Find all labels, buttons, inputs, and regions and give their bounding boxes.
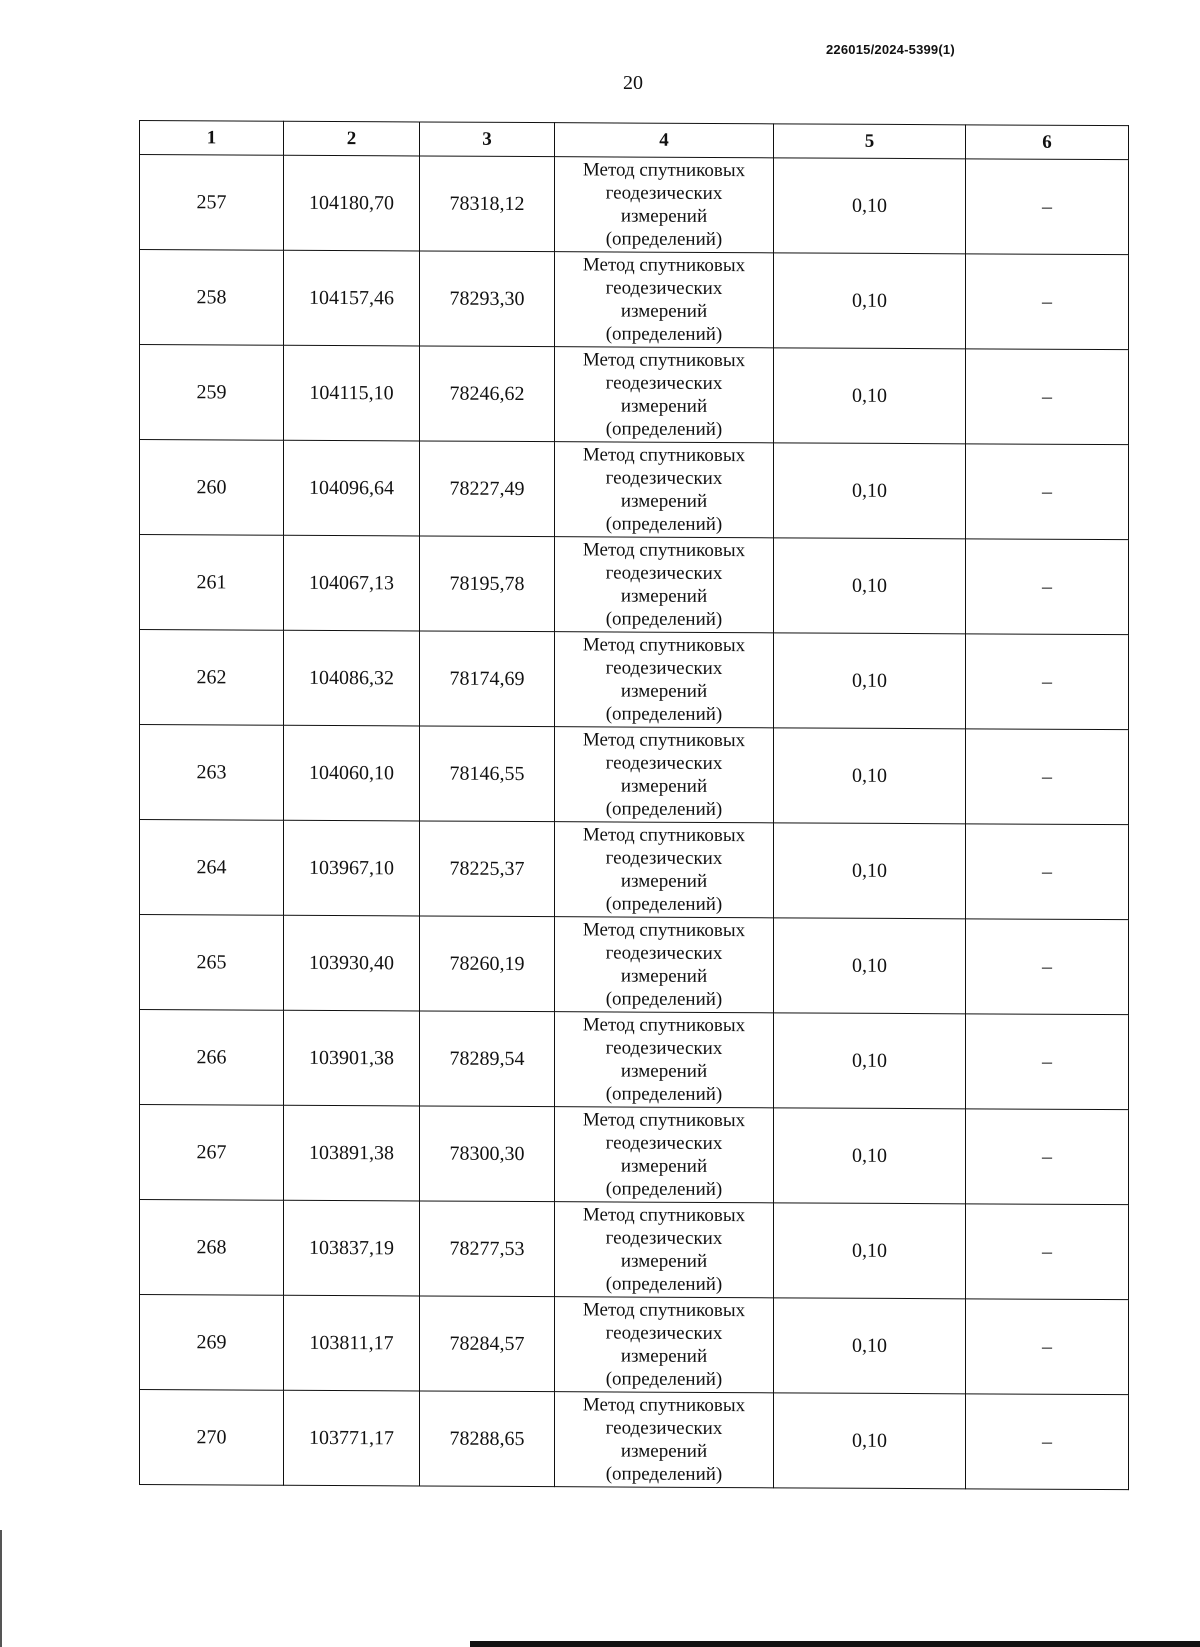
coord-y-cell: 78246,62 — [420, 346, 555, 442]
method-line: измерений — [620, 490, 708, 512]
method-line: измерений — [620, 775, 708, 797]
coord-x-cell: 103811,17 — [284, 1295, 420, 1391]
table-row — [140, 630, 1129, 730]
method-line: Метод спутниковых — [582, 1394, 746, 1417]
coord-y-cell: 78225,37 — [420, 821, 555, 917]
method-line: измерений — [620, 870, 708, 892]
coord-x-cell: 104096,64 — [284, 440, 420, 536]
method-line: измерений — [620, 1250, 708, 1272]
method-line: геодезических — [605, 1227, 723, 1250]
method-line: геодезических — [605, 1132, 723, 1155]
method-line: Метод спутниковых — [582, 254, 746, 277]
method-line: Метод спутниковых — [582, 919, 746, 942]
point-number-cell: 264 — [140, 820, 284, 916]
coord-y-cell: 78174,69 — [420, 631, 555, 727]
method-line: (определений) — [605, 893, 723, 916]
coord-x-cell: 103771,17 — [284, 1390, 420, 1486]
method-line: геодезических — [605, 467, 723, 490]
table-row — [140, 1390, 1129, 1490]
coord-y-cell: 78284,57 — [420, 1296, 555, 1392]
point-number-cell: 270 — [140, 1390, 284, 1486]
method-cell — [555, 442, 774, 538]
table-row — [140, 1295, 1129, 1395]
method-line: геодезических — [605, 562, 723, 585]
note-cell: – — [966, 159, 1129, 255]
method-line: измерений — [620, 1345, 708, 1367]
coord-x-cell: 103837,19 — [284, 1200, 420, 1296]
table-row — [140, 915, 1129, 1015]
coord-y-cell: 78288,65 — [420, 1391, 555, 1487]
table-row — [140, 155, 1129, 255]
table-row — [140, 1010, 1129, 1110]
coord-x-cell: 104067,13 — [284, 535, 420, 631]
note-cell: – — [966, 1014, 1129, 1110]
table-row — [140, 725, 1129, 825]
method-line: Метод спутниковых — [582, 824, 746, 847]
accuracy-cell: 0,10 — [774, 823, 966, 919]
accuracy-cell: 0,10 — [774, 158, 966, 254]
point-number-cell: 263 — [140, 725, 284, 821]
coord-y-cell: 78277,53 — [420, 1201, 555, 1297]
accuracy-cell: 0,10 — [774, 633, 966, 729]
method-cell — [555, 822, 774, 918]
accuracy-cell: 0,10 — [774, 443, 966, 539]
column-header-5: 5 — [774, 124, 966, 159]
document-number: 226015/2024-5399(1) — [826, 42, 955, 57]
accuracy-cell: 0,10 — [774, 1108, 966, 1204]
method-line: Метод спутниковых — [582, 1299, 746, 1322]
coord-x-cell: 104157,46 — [284, 250, 420, 346]
method-line: Метод спутниковых — [582, 1109, 746, 1132]
coord-y-cell: 78195,78 — [420, 536, 555, 632]
method-line: Метод спутниковых — [582, 634, 746, 657]
accuracy-cell: 0,10 — [774, 1298, 966, 1394]
method-line: геодезических — [605, 1037, 723, 1060]
table-row — [140, 345, 1129, 445]
accuracy-cell: 0,10 — [774, 1013, 966, 1109]
table-row — [140, 250, 1129, 350]
method-line: геодезических — [605, 752, 723, 775]
note-cell: – — [966, 1394, 1129, 1490]
coord-x-cell: 103901,38 — [284, 1010, 420, 1106]
column-header-6: 6 — [966, 125, 1129, 160]
coord-x-cell: 104115,10 — [284, 345, 420, 441]
method-line: (определений) — [605, 1273, 723, 1296]
point-number-cell: 268 — [140, 1200, 284, 1296]
point-number-cell: 259 — [140, 345, 284, 441]
note-cell: – — [966, 1109, 1129, 1205]
method-line: измерений — [620, 300, 708, 322]
page-number: 20 — [623, 72, 643, 94]
point-number-cell: 262 — [140, 630, 284, 726]
method-line: (определений) — [605, 798, 723, 821]
method-line: Метод спутниковых — [582, 159, 746, 182]
table-row — [140, 820, 1129, 920]
coordinates-table — [139, 120, 1129, 1490]
coord-y-cell: 78318,12 — [420, 156, 555, 252]
note-cell: – — [966, 349, 1129, 445]
table-header — [140, 121, 1129, 160]
note-cell: – — [966, 1204, 1129, 1300]
point-number-cell: 269 — [140, 1295, 284, 1391]
method-line: геодезических — [605, 847, 723, 870]
coord-x-cell: 104180,70 — [284, 155, 420, 251]
method-cell — [555, 1297, 774, 1393]
method-line: геодезических — [605, 1322, 723, 1345]
note-cell: – — [966, 444, 1129, 540]
point-number-cell: 257 — [140, 155, 284, 251]
note-cell: – — [966, 919, 1129, 1015]
coord-y-cell: 78289,54 — [420, 1011, 555, 1107]
method-line: Метод спутниковых — [582, 1204, 746, 1227]
table-row — [140, 1200, 1129, 1300]
method-line: (определений) — [605, 988, 723, 1011]
method-cell — [555, 917, 774, 1013]
method-cell — [555, 1012, 774, 1108]
note-cell: – — [966, 539, 1129, 635]
note-cell: – — [966, 634, 1129, 730]
note-cell: – — [966, 254, 1129, 350]
method-line: геодезических — [605, 942, 723, 965]
coord-x-cell: 104086,32 — [284, 630, 420, 726]
method-line: (определений) — [605, 228, 723, 251]
table-row — [140, 535, 1129, 635]
method-line: (определений) — [605, 418, 723, 441]
method-line: Метод спутниковых — [582, 729, 746, 752]
method-cell — [555, 1392, 774, 1488]
method-cell — [555, 537, 774, 633]
column-header-3: 3 — [420, 122, 555, 157]
method-line: Метод спутниковых — [582, 349, 746, 372]
accuracy-cell: 0,10 — [774, 728, 966, 824]
method-cell — [555, 252, 774, 348]
method-cell — [555, 1107, 774, 1203]
column-header-2: 2 — [284, 121, 420, 156]
accuracy-cell: 0,10 — [774, 1203, 966, 1299]
table-body — [140, 155, 1129, 1490]
point-number-cell: 265 — [140, 915, 284, 1011]
method-cell — [555, 157, 774, 253]
method-line: (определений) — [605, 1368, 723, 1391]
method-line: (определений) — [605, 1083, 723, 1106]
method-line: (определений) — [605, 1178, 723, 1201]
method-line: (определений) — [605, 703, 723, 726]
header-row — [140, 121, 1129, 160]
coord-y-cell: 78300,30 — [420, 1106, 555, 1202]
column-header-4: 4 — [555, 123, 774, 158]
method-line: геодезических — [605, 657, 723, 680]
method-line: геодезических — [605, 277, 723, 300]
method-line: геодезических — [605, 372, 723, 395]
table-row — [140, 1105, 1129, 1205]
method-line: Метод спутниковых — [582, 539, 746, 562]
method-line: (определений) — [605, 1463, 723, 1486]
method-line: измерений — [620, 395, 708, 417]
accuracy-cell: 0,10 — [774, 253, 966, 349]
point-number-cell: 260 — [140, 440, 284, 536]
method-line: измерений — [620, 965, 708, 987]
method-line: измерений — [620, 205, 708, 227]
accuracy-cell: 0,10 — [774, 348, 966, 444]
point-number-cell: 267 — [140, 1105, 284, 1201]
note-cell: – — [966, 729, 1129, 825]
scan-bottom-bar — [470, 1641, 1200, 1647]
method-line: геодезических — [605, 182, 723, 205]
method-line: измерений — [620, 585, 708, 607]
column-header-1: 1 — [140, 121, 284, 156]
coord-y-cell: 78146,55 — [420, 726, 555, 822]
table-row — [140, 440, 1129, 540]
method-cell — [555, 1202, 774, 1298]
point-number-cell: 261 — [140, 535, 284, 631]
point-number-cell: 258 — [140, 250, 284, 346]
coord-y-cell: 78227,49 — [420, 441, 555, 537]
method-line: (определений) — [605, 608, 723, 631]
method-line: (определений) — [605, 323, 723, 346]
coord-y-cell: 78260,19 — [420, 916, 555, 1012]
coord-x-cell: 103930,40 — [284, 915, 420, 1011]
method-line: измерений — [620, 1440, 708, 1462]
method-cell — [555, 632, 774, 728]
method-line: (определений) — [605, 513, 723, 536]
scan-edge-mark — [0, 1530, 2, 1647]
coord-x-cell: 103891,38 — [284, 1105, 420, 1201]
method-line: геодезических — [605, 1417, 723, 1440]
method-line: Метод спутниковых — [582, 1014, 746, 1037]
accuracy-cell: 0,10 — [774, 918, 966, 1014]
coord-y-cell: 78293,30 — [420, 251, 555, 347]
method-line: измерений — [620, 1155, 708, 1177]
note-cell: – — [966, 824, 1129, 920]
method-cell — [555, 347, 774, 443]
method-line: Метод спутниковых — [582, 444, 746, 467]
coord-x-cell: 104060,10 — [284, 725, 420, 821]
point-number-cell: 266 — [140, 1010, 284, 1106]
accuracy-cell: 0,10 — [774, 538, 966, 634]
method-line: измерений — [620, 1060, 708, 1082]
method-line: измерений — [620, 680, 708, 702]
note-cell: – — [966, 1299, 1129, 1395]
coord-x-cell: 103967,10 — [284, 820, 420, 916]
method-cell — [555, 727, 774, 823]
accuracy-cell: 0,10 — [774, 1393, 966, 1489]
